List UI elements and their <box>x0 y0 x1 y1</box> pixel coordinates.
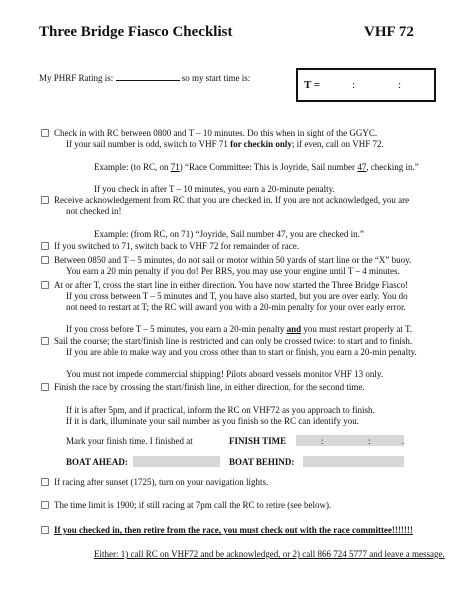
checkbox-between[interactable] <box>41 256 49 264</box>
cross-line2: If you cross between T – 5 minutes and T, you have also started, but you are over early. You do <box>66 291 408 301</box>
finish-time-colon-1: : <box>321 436 324 446</box>
retire-line2: Either: 1) call RC on VHF72 and be acknowledged, or 2) call 866 724 5777 and leave a message. <box>94 549 445 559</box>
rating-label: My PHRF Rating is: <box>39 73 114 83</box>
between-line1: Between 0850 and T – 5 minutes, do not sail or motor within 50 yards of start line or the “X” buoy. <box>54 255 412 265</box>
page-title: Three Bridge Fiasco Checklist <box>39 24 233 40</box>
finish-time-period: . <box>402 436 405 446</box>
ack-line1: Receive acknowledgement from RC that you are checked in. If you are not acknowledged, you are <box>54 195 410 205</box>
finish-time-label: FINISH TIME <box>229 436 287 446</box>
boat-ahead-label: BOAT AHEAD: <box>66 457 128 467</box>
checkbox-switch-back[interactable] <box>41 242 49 250</box>
boat-ahead-field[interactable] <box>133 456 220 467</box>
checkin-line2: If your sail number is odd, switch to VHF 71 for checkin only; if even, call on VHF 72. <box>66 139 384 149</box>
boat-behind-label: BOAT BEHIND: <box>229 457 295 467</box>
vhf-channel: VHF 72 <box>364 24 414 40</box>
sunset-line1: If racing after sunset (1725), turn on your navigation lights. <box>54 477 269 487</box>
finish-mark-label: Mark your finish time. I finished at <box>66 436 193 446</box>
rating-row <box>39 72 250 84</box>
course-line2: If you are able to make way and you cross other than to start or finish, you earn a 20-min penalty. <box>66 347 417 357</box>
start-time-colon-2: : <box>398 79 402 91</box>
checkbox-retire[interactable] <box>41 526 49 534</box>
ack-line2: not checked in! <box>66 206 122 216</box>
checkbox-sunset[interactable] <box>41 478 49 486</box>
checkbox-cross-start[interactable] <box>41 281 49 289</box>
checkbox-checkin[interactable] <box>41 129 49 137</box>
retire-line1: If you checked in, then retire from the race, you must check out with the race committee!!!!!!! <box>54 525 413 535</box>
start-time-label: so my start time is: <box>181 73 251 83</box>
checkbox-acknowledgement[interactable] <box>41 196 49 204</box>
finish-time-colon-2: : <box>368 436 371 446</box>
switch-line1: If you switched to 71, switch back to VHF 72 for remainder of race. <box>54 241 300 251</box>
finish-time-field[interactable] <box>296 435 404 446</box>
cross-line3: not need to restart at T; the RC will award you with a 20-min penalty for your over early error. <box>66 302 406 312</box>
finish-line1: Finish the race by crossing the start/finish line, in either direction, for the second time. <box>54 382 365 392</box>
finish-line3: If it is dark, illuminate your sail number as you finish so the RC can identify you. <box>66 416 359 426</box>
checkin-penalty: If you check in after T – 10 minutes, you earn a 20-minute penalty. <box>94 184 335 194</box>
checkin-example: Example: (to RC, on 71) “Race Committee: This is Joyride, Sail number 47, checking in.” <box>94 162 419 172</box>
between-line2: You earn a 20 min penalty if you do! Per RRS, you may use your engine until T – 4 minutes. <box>66 266 400 276</box>
finish-line2: If it is after 5pm, and if practical, inform the RC on VHF72 as you approach to finish. <box>66 405 375 415</box>
t-label: T = <box>304 79 321 91</box>
checkin-line1: Check in with RC between 0800 and T – 10 minutes. Do this when in sight of the GGYC. <box>54 128 378 138</box>
checkbox-finish[interactable] <box>41 383 49 391</box>
checkbox-sail-course[interactable] <box>41 337 49 345</box>
cross-line1: At or after T, cross the start line in either direction. You have now started the Three Bridge Fiasco! <box>54 280 409 290</box>
boat-behind-field[interactable] <box>303 456 404 467</box>
course-line1: Sail the course; the start/finish line is restricted and can only be crossed twice: to start and to finish. <box>54 336 413 346</box>
cross-line4: If you cross before T – 5 minutes, you earn a 20-min penalty and you must restart properly at T. <box>66 324 413 334</box>
rating-input-line[interactable] <box>116 72 180 81</box>
limit-line1: The time limit is 1900; if still racing at 7pm call the RC to retire (see below). <box>54 500 332 510</box>
start-time-box[interactable] <box>296 68 436 102</box>
checkbox-time-limit[interactable] <box>41 501 49 509</box>
start-time-colon-1: : <box>352 79 356 91</box>
course-line3: You must not impede commercial shipping! Pilots aboard vessels monitor VHF 13 only. <box>66 369 384 379</box>
ack-example: Example: (from RC, on 71) “Joyride, Sail number 47, you are checked in.” <box>94 229 364 239</box>
